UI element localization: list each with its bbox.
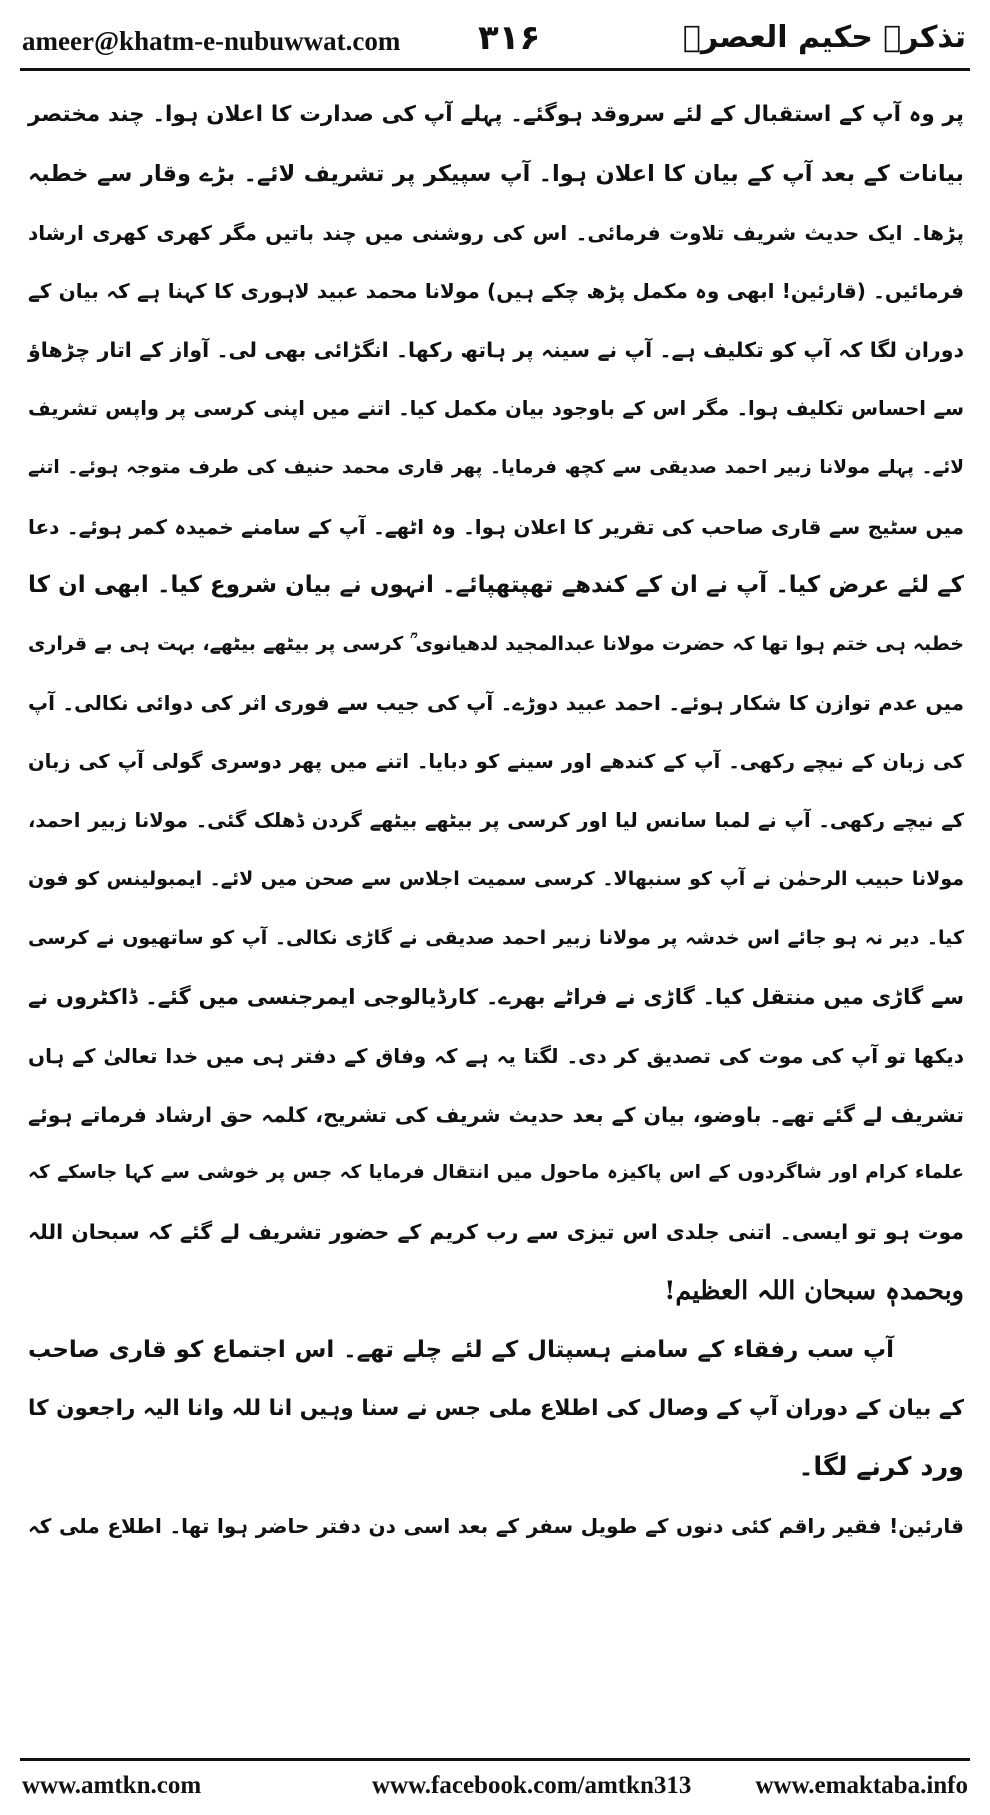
text-line: دوران لگا کہ آپ کو تکلیف ہے۔ آپ نے سینہ پر ہاتھ رکھا۔ انگڑائی بھی لی۔ آواز کے اتار چڑھاؤ bbox=[28, 338, 964, 363]
page-number: ۳۱۶ bbox=[478, 18, 541, 58]
text-line: خطبہ ہی ختم ہوا تھا کہ حضرت مولانا عبدالمجید لدھیانوی ؒ کرسی پر بیٹھے بیٹھے، بہت ہی بے قراری bbox=[28, 633, 964, 656]
text-line: تشریف لے گئے تھے۔ باوضو، بیان کے بعد حدیث شریف کی تشریح، کلمہ حق ارشاد فرماتے ہوئے bbox=[28, 1102, 964, 1127]
text-line: بیانات کے بعد آپ کے بیان کا اعلان ہوا۔ آپ سپیکر پر تشریف لائے۔ بڑے وقار سے خطبہ bbox=[28, 160, 964, 187]
text-line: کے بیان کے دوران آپ کے وصال کی اطلاع ملی جس نے سنا وہیں انا للہ وانا الیہ راجعون کا bbox=[28, 1395, 964, 1421]
text-line: فرمائیں۔ (قارئین! ابھی وہ مکمل پڑھ چکے ہیں) مولانا محمد عبید لاہوری کا کہنا ہے کہ بیان کے bbox=[28, 279, 964, 304]
header-email: ameer@khatm-e-nubuwwat.com bbox=[22, 26, 401, 56]
text-line: سے احساس تکلیف ہوا۔ مگر اس کے باوجود بیان مکمل کیا۔ اتنے میں اپنی کرسی پر واپس تشریف bbox=[28, 396, 964, 420]
text-line: دیکھا تو آپ کی موت کی تصدیق کر دی۔ لگتا یہ ہے کہ وفاق کے دفتر ہی میں خدا تعالیٰ کے ہاں bbox=[28, 1043, 964, 1068]
text-line: میں عدم توازن کا شکار ہوئے۔ احمد عبید دوڑے۔ آپ کی جیب سے فوری اثر کی دوائی نکالی۔ آپ bbox=[28, 690, 964, 715]
text-line: موت ہو تو ایسی۔ اتنی جلدی اس تیزی سے رب کریم کے حضور تشریف لے گئے کہ سبحان اللہ bbox=[28, 1220, 964, 1245]
text-line: سے گاڑی میں منتقل کیا۔ گاڑی نے فراٹے بھرے۔ کارڈیالوجی ایمرجنسی میں گئے۔ ڈاکٹروں نے bbox=[28, 984, 964, 1009]
text-line: کیا۔ دیر نہ ہو جائے اس خدشہ پر مولانا زبیر احمد صدیقی نے گاڑی نکالی۔ آپ کو ساتھیوں نے کرسی bbox=[28, 927, 964, 950]
text-line: علماء کرام اور شاگردوں کے اس پاکیزہ ماحول میں انتقال فرمایا کہ جس پر خوشی سے کہا جاسکے کہ bbox=[28, 1162, 964, 1184]
text-line: کی زبان کے نیچے رکھی۔ آپ کے کندھے اور سینے کو دبایا۔ اتنے میں پھر دوسری گولی آپ کی زبان bbox=[28, 749, 964, 773]
text-line: آپ سب رفقاء کے سامنے ہسپتال کے لئے چلے تھے۔ اس اجتماع کو قاری صاحب bbox=[28, 1336, 894, 1363]
text-line: وبحمدہٖ سبحان اللہ العظیم! bbox=[664, 1275, 964, 1306]
text-line: ورد کرنے لگا۔ bbox=[798, 1452, 964, 1483]
footer-link-emaktaba[interactable]: www.emaktaba.info bbox=[755, 1772, 968, 1799]
text-line: لائے۔ پہلے مولانا زبیر احمد صدیقی سے کچھ فرمایا۔ پھر قاری محمد حنیف کی طرف متوجہ ہوئے۔ اتنے bbox=[28, 456, 964, 478]
text-line: مولانا حبیب الرحمٰن نے آپ کو سنبھالا۔ کرسی سمیت اجلاس سے صحن میں لائے۔ ایمبولینس کو فون bbox=[28, 868, 964, 891]
footer-link-facebook[interactable]: www.facebook.com/amtkn313 bbox=[372, 1772, 692, 1799]
header-rule bbox=[20, 68, 970, 71]
text-line: پڑھا۔ ایک حدیث شریف تلاوت فرمائی۔ اس کی روشنی میں چند باتیں مگر کھری کھری ارشاد bbox=[28, 220, 964, 245]
book-title: تذکرہ حکیم العصرؒ bbox=[682, 20, 966, 55]
text-line: میں سٹیج سے قاری صاحب کی تقریر کا اعلان ہوا۔ وہ اٹھے۔ آپ کے سامنے خمیدہ کمر ہوئے۔ دعا bbox=[28, 514, 964, 539]
footer-rule bbox=[20, 1758, 970, 1761]
footer-link-amtkn[interactable]: www.amtkn.com bbox=[22, 1772, 202, 1799]
body-text bbox=[28, 86, 964, 1556]
text-line: پر وہ آپ کے استقبال کے لئے سروقد ہوگئے۔ پہلے آپ کی صدارت کا اعلان ہوا۔ چند مختصر bbox=[28, 102, 964, 127]
page-footer bbox=[20, 1772, 970, 1808]
text-line: قارئین! فقیر راقم کئی دنوں کے طویل سفر کے بعد اسی دن دفتر حاضر ہوا تھا۔ اطلاع ملی کہ bbox=[28, 1514, 964, 1539]
text-line: کے لئے عرض کیا۔ آپ نے ان کے کندھے تھپتھپائے۔ انہوں نے بیان شروع کیا۔ ابھی ان کا bbox=[28, 572, 964, 599]
text-line: کے نیچے رکھی۔ آپ نے لمبا سانس لیا اور کرسی پر بیٹھے بیٹھے گردن ڈھلک گئی۔ مولانا زبیر احمد، bbox=[28, 808, 964, 832]
